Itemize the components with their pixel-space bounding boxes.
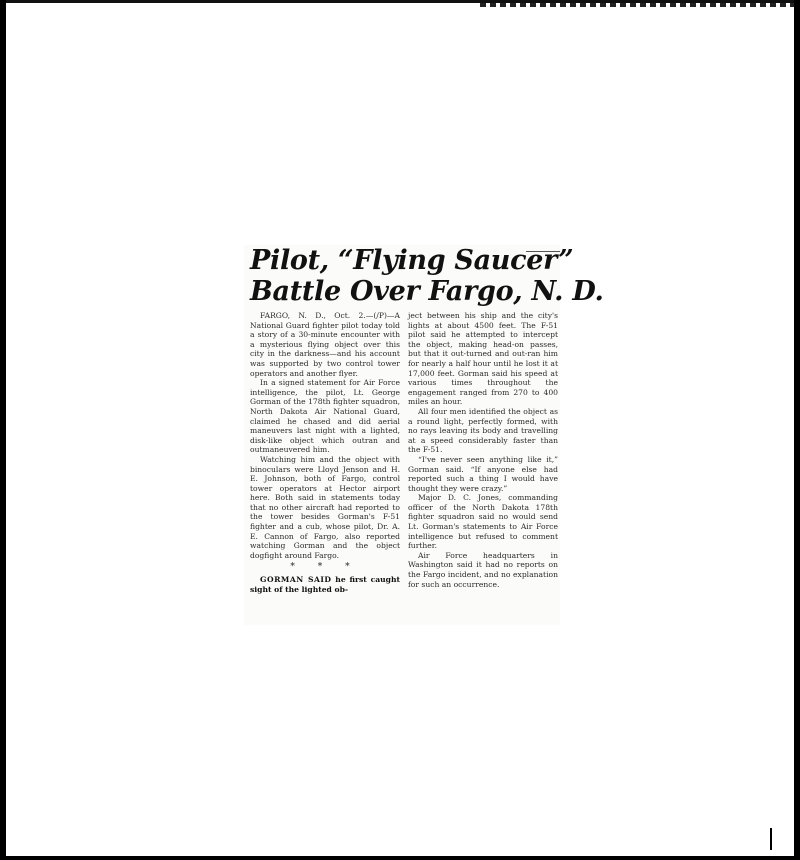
article-headline — [250, 245, 604, 307]
paragraph: In a signed statement for Air Force intelligence, the pilot, Lt. George Gorman of the 178th fighter squadron, North Dakota Air National Guard, claimed he chased and did aerial maneuvers last night with a lighted, disk-like object which outran and outmaneuvered him. — [250, 378, 400, 455]
newspaper-clipping — [244, 245, 604, 625]
article-column-right — [408, 311, 558, 594]
bold-paragraph — [250, 575, 400, 594]
bold-lead-text: GORMAN SAID — [260, 575, 332, 585]
scan-border-bottom — [0, 856, 800, 860]
scan-border-left — [0, 0, 6, 860]
section-separator: * * * — [290, 562, 360, 573]
headline-line-2: Battle Over Fargo, N. D. — [250, 276, 604, 307]
paragraph: ject between his ship and the city's lights at about 4500 feet. The F-51 pilot said he attempted to intercept the object, making head-on passes, but that it out-turned and out-ran him for nearly a half hour until he lost it at 17,000 feet. Gorman said his speed at various times throughout the engagement ranged from 270 to 400 miles an hour. — [408, 311, 558, 407]
scan-edge-mark — [770, 828, 772, 850]
scan-border-ticks — [480, 3, 800, 7]
article-body — [250, 311, 558, 594]
paragraph: “I've never seen anything like it,” Gorman said. “If anyone else had reported such a thing I would have thought they were crazy.” — [408, 454, 558, 493]
headline-line-1: Pilot, “Flying Saucer” — [250, 245, 574, 276]
paragraph: Watching him and the object with binoculars were Lloyd Jenson and H. E. Johnson, both of Fargo, control tower operators at Hector airport here. Both said in statements today that no other aircraft had reported to the tower besides Gorman's F-51 fighter and a cub, whose pilot, Dr. A. E. Cannon of Fargo, also reported watching Gorman and the object dogfight around Fargo. — [250, 454, 400, 560]
paragraph: Air Force headquarters in Washington said it had no reports on the Fargo incident, and no explanation for such an occurrence. — [408, 550, 558, 589]
paragraph: FARGO, N. D., Oct. 2.—(/P)—A National Guard fighter pilot today told a story of a 30-minute encounter with a mysterious flying object over this city in the darkness—and his account was supported by two control tower operators and another flyer. — [250, 311, 400, 378]
paragraph: All four men identified the object as a round light, perfectly formed, with no rays leaving its body and travelling at a speed considerably faster than the F-51. — [408, 406, 558, 455]
article-column-left — [250, 311, 400, 594]
paragraph: Major D. C. Jones, commanding officer of the North Dakota 178th fighter squadron said no would send Lt. Gorman's statements to Air Force intelligence but refused to comment further. — [408, 493, 558, 551]
bold-paragraph-text: he first caught sight of the lighted ob- — [250, 575, 400, 594]
scan-border-right — [794, 0, 800, 860]
